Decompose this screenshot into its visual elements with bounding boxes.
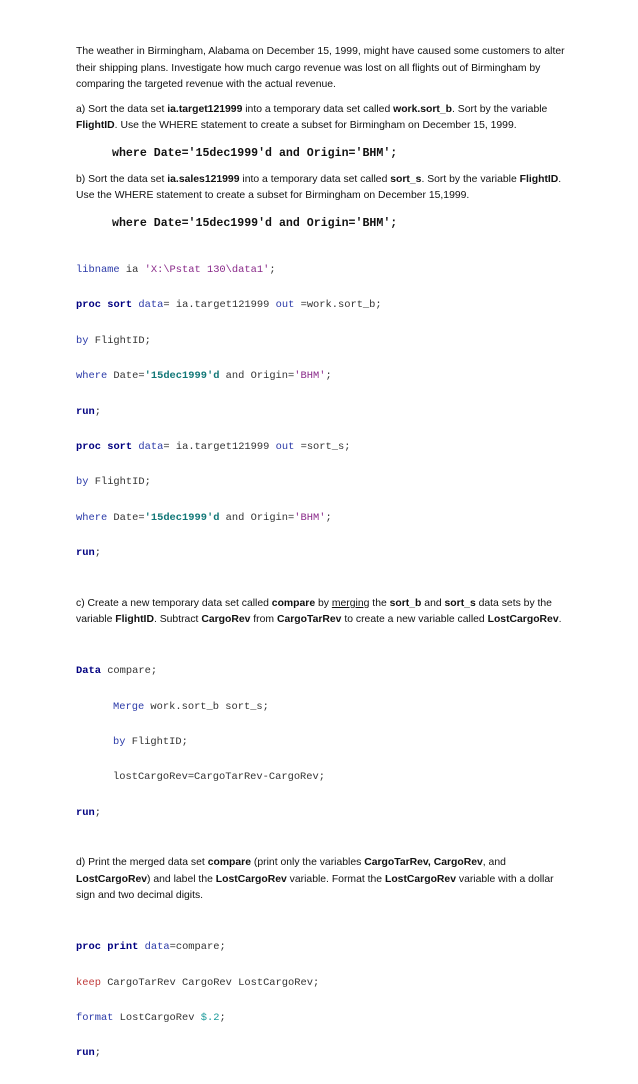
part-d-paragraph bbox=[76, 855, 568, 905]
text: c) Create a new temporary data set called bbox=[76, 597, 272, 609]
dataset-name: sort_s bbox=[390, 173, 422, 185]
variable-name: CargoRev bbox=[201, 614, 251, 626]
code-text: = bbox=[163, 299, 176, 312]
keyword: run bbox=[76, 806, 95, 819]
code-text: =compare; bbox=[169, 941, 226, 954]
keyword: data bbox=[138, 299, 164, 312]
code-line-by-2 bbox=[76, 477, 568, 489]
keyword: format bbox=[76, 1012, 114, 1025]
code-text: Date= bbox=[107, 370, 145, 383]
code-line-assign bbox=[76, 772, 568, 784]
text: a) Sort the data set bbox=[76, 103, 168, 115]
dataset-name: compare bbox=[271, 597, 316, 609]
keyword: sort bbox=[107, 441, 133, 454]
code-line-libname bbox=[76, 265, 568, 277]
code-line-run bbox=[76, 1048, 568, 1060]
text: . bbox=[558, 614, 562, 626]
part-a-where-statement: where Date='15dec1999'd and Origin='BHM'; bbox=[112, 146, 398, 160]
text: into a temporary data set called bbox=[242, 103, 394, 115]
dataset-name: ia.sales121999 bbox=[167, 173, 240, 185]
keyword: libname bbox=[76, 264, 120, 277]
code-text: ; bbox=[325, 370, 332, 383]
dataset-name: work.sort_b bbox=[393, 103, 453, 115]
code-line-data bbox=[76, 666, 568, 678]
code-text: CargoTarRev CargoRev LostCargoRev; bbox=[100, 976, 320, 989]
keyword: proc bbox=[76, 441, 101, 454]
code-text: ia.target121999 bbox=[175, 441, 276, 454]
part-c-paragraph bbox=[76, 596, 568, 629]
keyword: data bbox=[144, 941, 170, 954]
code-text: work.sort_b sort_s; bbox=[144, 700, 269, 713]
text: . Sort by the variable bbox=[452, 103, 548, 115]
variable-name: LostCargoRev bbox=[215, 873, 287, 885]
part-b-where-statement: where Date='15dec1999'd and Origin='BHM'; bbox=[112, 216, 398, 230]
variable-name: CargoTarRev bbox=[276, 614, 342, 626]
code-line-run-1 bbox=[76, 407, 568, 419]
keyword: run bbox=[76, 1047, 95, 1060]
code-line-where-1 bbox=[76, 371, 568, 383]
string-literal: 'BHM' bbox=[294, 370, 326, 383]
code-text: and Origin= bbox=[219, 511, 295, 524]
keyword: proc bbox=[76, 941, 101, 954]
code-text: FlightID; bbox=[125, 735, 188, 748]
code-text: ; bbox=[94, 547, 101, 560]
code-line-run-2 bbox=[76, 548, 568, 560]
code-text: =sort_s; bbox=[294, 441, 351, 454]
text: ) and label the bbox=[147, 873, 216, 885]
code-block-merge bbox=[76, 643, 568, 844]
variable-name: FlightID bbox=[76, 120, 115, 131]
dataset-name: compare bbox=[207, 857, 252, 869]
part-a-paragraph bbox=[76, 102, 568, 135]
keyword: by bbox=[113, 735, 126, 748]
intro-paragraph: The weather in Birmingham, Alabama on December 15, 1999, might have caused some customers to alter their shipping plans. Investigate how much cargo revenue was lost on all flights out of Birmingham by comparing the targeted revenue with the actual revenue. bbox=[76, 46, 565, 90]
code-text: = bbox=[163, 441, 176, 454]
code-line-proc-sort-2 bbox=[76, 442, 568, 454]
keyword: out bbox=[275, 299, 295, 312]
part-b-paragraph bbox=[76, 172, 568, 205]
text: . Use the WHERE statement to create a subset for Birmingham on December 15,1999. bbox=[76, 173, 562, 201]
text: b) Sort the data set bbox=[76, 173, 168, 185]
keyword: by bbox=[76, 334, 89, 347]
variable-name: CargoTarRev, CargoRev bbox=[364, 857, 483, 869]
text: (print only the variables bbox=[251, 857, 365, 869]
code-text: ; bbox=[325, 511, 332, 524]
code-text: ; bbox=[94, 1047, 101, 1060]
keyword: out bbox=[275, 441, 295, 454]
underlined-term: merging bbox=[331, 597, 370, 609]
code-text: ; bbox=[269, 264, 276, 277]
code-text: lostCargoRev=CargoTarRev-CargoRev; bbox=[113, 771, 326, 784]
code-text: ; bbox=[94, 405, 101, 418]
code-text: Date= bbox=[107, 511, 145, 524]
variable-name: LostCargoRev bbox=[487, 614, 559, 626]
text: and bbox=[421, 597, 445, 609]
code-text: LostCargoRev bbox=[113, 1012, 201, 1025]
text: . Sort by the variable bbox=[421, 173, 520, 185]
code-line-proc-sort-1 bbox=[76, 300, 568, 312]
date-literal: '15dec1999'd bbox=[144, 511, 220, 524]
text: to create a new variable called bbox=[341, 614, 488, 626]
text: data sets by the variable bbox=[76, 597, 552, 626]
code-text: ; bbox=[94, 806, 101, 819]
code-text: =work.sort_b; bbox=[294, 299, 382, 312]
code-text: ; bbox=[219, 1012, 226, 1025]
code-text: compare; bbox=[100, 665, 158, 678]
text: variable. Format the bbox=[286, 873, 385, 885]
code-line-proc-print bbox=[76, 942, 568, 954]
text: from bbox=[250, 614, 277, 626]
keyword: where bbox=[76, 511, 108, 524]
code-text: ia.target121999 bbox=[175, 299, 276, 312]
keyword: Data bbox=[76, 665, 101, 678]
keyword: keep bbox=[76, 976, 101, 989]
text: into a temporary data set called bbox=[239, 173, 391, 185]
text: variable with a dollar sign and two decimal digits. bbox=[76, 873, 554, 902]
code-line-by bbox=[76, 737, 568, 749]
code-text: FlightID; bbox=[88, 476, 151, 489]
keyword: by bbox=[76, 476, 89, 489]
text: d) Print the merged data set bbox=[76, 857, 208, 869]
string-literal: 'BHM' bbox=[294, 511, 326, 524]
keyword: print bbox=[107, 941, 139, 954]
text: by bbox=[315, 597, 332, 609]
dataset-name: ia.target121999 bbox=[167, 103, 243, 115]
dataset-name: sort_s bbox=[444, 597, 476, 609]
keyword: where bbox=[76, 370, 108, 383]
code-text: and Origin= bbox=[219, 370, 295, 383]
text: , and bbox=[482, 857, 506, 869]
code-text: ia bbox=[119, 264, 145, 277]
code-line-format bbox=[76, 1013, 568, 1025]
keyword: run bbox=[76, 405, 95, 418]
date-literal: '15dec1999'd bbox=[144, 370, 220, 383]
keyword: run bbox=[76, 547, 95, 560]
variable-name: LostCargoRev bbox=[384, 873, 456, 885]
code-block-print bbox=[76, 919, 568, 1084]
variable-name: FlightID bbox=[115, 614, 154, 626]
keyword: sort bbox=[107, 299, 133, 312]
code-line-merge bbox=[76, 702, 568, 714]
format-literal: $.2 bbox=[200, 1012, 220, 1025]
code-line-run bbox=[76, 808, 568, 820]
keyword: Merge bbox=[113, 700, 145, 713]
text: . Subtract bbox=[153, 614, 202, 626]
dataset-name: sort_b bbox=[389, 597, 422, 609]
keyword: data bbox=[138, 441, 164, 454]
code-block-sort bbox=[76, 242, 568, 584]
variable-name: FlightID bbox=[519, 173, 559, 185]
text: . Use the WHERE statement to create a subset for Birmingham on December 15, 1999. bbox=[114, 120, 517, 131]
keyword: proc bbox=[76, 299, 101, 312]
code-line-keep bbox=[76, 978, 568, 990]
code-text: FlightID; bbox=[88, 334, 151, 347]
text: the bbox=[369, 597, 390, 609]
code-line-by-1 bbox=[76, 336, 568, 348]
code-line-where-2 bbox=[76, 513, 568, 525]
variable-name: LostCargoRev bbox=[76, 873, 148, 885]
string-literal: 'X:\Pstat 130\data1' bbox=[144, 264, 270, 277]
